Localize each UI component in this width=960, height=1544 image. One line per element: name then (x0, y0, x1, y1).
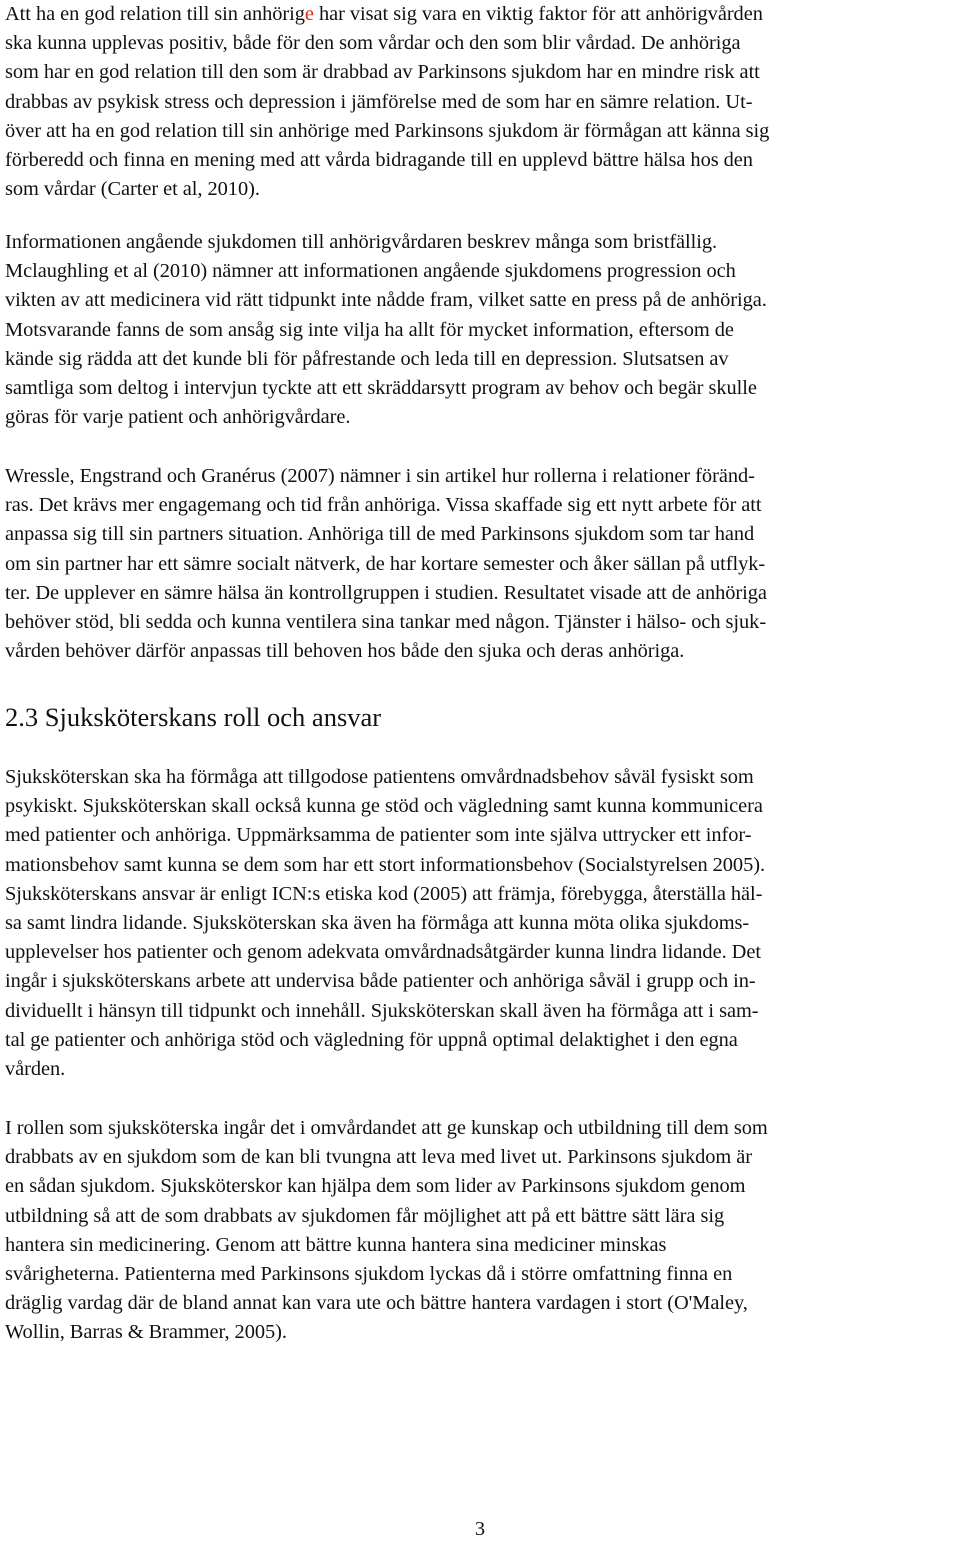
text-line: ras. Det krävs mer engagemang och tid från anhöriga. Vissa skaffade sig ett nytt arbete för att (5, 494, 762, 517)
text-line: förberedd och finna en mening med att vårda bidragande till en upplevd bättre hälsa hos den (5, 149, 753, 172)
text-line: anpassa sig till sin partners situation. Anhöriga till de med Parkinsons sjukdom som tar hand (5, 523, 755, 546)
text-line: vikten av att medicinera vid rätt tidpunkt inte nådde fram, vilket satte en press på de anhöriga. (5, 289, 767, 312)
text-line: I rollen som sjuksköterska ingår det i omvårdandet att ge kunskap och utbildning till dem som (5, 1117, 768, 1139)
text-line: dräglig vardag där de bland annat kan vara ute och bättre hantera vardagen i stort (O'Maley, (5, 1292, 748, 1315)
text-line: Wollin, Barras & Brammer, 2005). (5, 1321, 287, 1344)
text-line: Sjuksköterskans ansvar är enligt ICN:s etiska kod (2005) att främja, förebygga, återställa häl- (5, 882, 763, 905)
text-line: drabbats av en sjukdom som de kan bli tvungna att leva med livet ut. Parkinsons sjukdom är (5, 1146, 752, 1169)
text-line: behöver stöd, bli sedda och kunna ventilera sina tankar med någon. Tjänster i hälso- och sjuk- (5, 611, 767, 634)
text-line: Informationen angående sjukdomen till anhörigvårdaren beskrev många som bristfällig. (5, 231, 718, 253)
text-line: som vårdar (Carter et al, 2010). (5, 178, 260, 201)
text-line: ska kunna upplevas positiv, både för den som vårdar och den som blir vårdad. De anhöriga (5, 32, 741, 55)
text-line: upplevelser hos patienter och genom adekvata omvårdnadsåtgärder kunna lindra lidande. Det (5, 941, 761, 964)
text-line: svårigheterna. Patienterna med Parkinsons sjukdom lyckas då i större omfattning finna en (5, 1263, 733, 1286)
text-line: med patienter och anhöriga. Uppmärksamma de patienter som inte själva uttrycker ett infor- (5, 824, 752, 847)
text-line: ter. De upplever en sämre hälsa än kontrollgruppen i studien. Resultatet visade att de anhöriga (5, 581, 767, 604)
paragraph-roles (5, 462, 767, 666)
text-line: dividuellt i hänsyn till tidpunkt och innehåll. Sjuksköterskan skall även ha förmåga att i sam- (5, 999, 759, 1022)
section-heading: 2.3 Sjuksköterskans roll och ansvar (5, 702, 382, 732)
text-line: hantera sin medicinering. Genom att bättre kunna hantera sina mediciner minskas (5, 1233, 667, 1256)
text-line: ingår i sjuksköterskans arbete att undervisa både patienter och anhöriga såväl i grupp och in- (5, 970, 756, 993)
text-line: om sin partner har ett sämre socialt nätverk, de har kortare semester och åker sällan på utflyk- (5, 552, 766, 575)
text-line: Mclaughling et al (2010) nämner att informationen angående sjukdomens progression och (5, 260, 736, 283)
text-line: vården. (5, 1058, 66, 1081)
text-line: samtliga som deltog i intervjun tyckte att ett skräddarsytt program av behov och begär skulle (5, 377, 757, 400)
text-line: utbildning så att de som drabbats av sjukdomen får möjlighet att på ett bättre sätt lära sig (5, 1204, 725, 1227)
text-line: Att ha en god relation till sin anhörige har visat sig vara en viktig faktor för att anhörigvården (5, 3, 763, 25)
page-number: 3 (474, 1518, 486, 1540)
text-line: över att ha en god relation till sin anhörige med Parkinsons sjukdom är förmågan att känna sig (5, 119, 770, 142)
text-line: göras för varje patient och anhörigvårdare. (5, 406, 351, 429)
text-line: en sådan sjukdom. Sjuksköterskor kan hjälpa dem som lider av Parkinsons sjukdom genom (5, 1175, 746, 1198)
text-line: Sjuksköterskan ska ha förmåga att tillgodose patientens omvårdnadsbehov såväl fysiskt som (5, 766, 754, 788)
text-line: som har en god relation till den som är drabbad av Parkinsons sjukdom har en mindre risk att (5, 61, 760, 84)
text-line: drabbas av psykisk stress och depression i jämförelse med de som har en sämre relation. Ut- (5, 90, 753, 113)
text-line: Wressle, Engstrand och Granérus (2007) nämner i sin artikel hur rollerna i relationer föränd- (5, 465, 755, 487)
text-line: Motsvarande fanns de som ansåg sig inte vilja ha allt för mycket information, eftersom de (5, 318, 734, 341)
paragraph-nurse-role (5, 763, 765, 1084)
text-line: sa samt lindra lidande. Sjuksköterskan ska även ha förmåga att kunna möta olika sjukdoms- (5, 912, 750, 935)
paragraph-information (5, 228, 767, 432)
text-line: vården behöver därför anpassas till behoven hos både den sjuka och deras anhöriga. (5, 640, 685, 663)
paragraph-education (5, 1114, 768, 1348)
paragraph-relation (5, 0, 769, 204)
highlighted-letter: e (304, 3, 314, 25)
text-line: kände sig rädda att det kunde bli för påfrestande och leda till en depression. Slutsatsen av (5, 347, 729, 370)
text-line: tal ge patienter och anhöriga stöd och vägledning för uppnå optimal delaktighet i den egna (5, 1028, 738, 1051)
text-line: mationsbehov samt kunna se dem som har ett stort informationsbehov (Socialstyrelsen 2005). (5, 853, 766, 876)
text-line: psykiskt. Sjuksköterskan skall också kunna ge stöd och vägledning samt kunna kommunicera (5, 795, 763, 818)
